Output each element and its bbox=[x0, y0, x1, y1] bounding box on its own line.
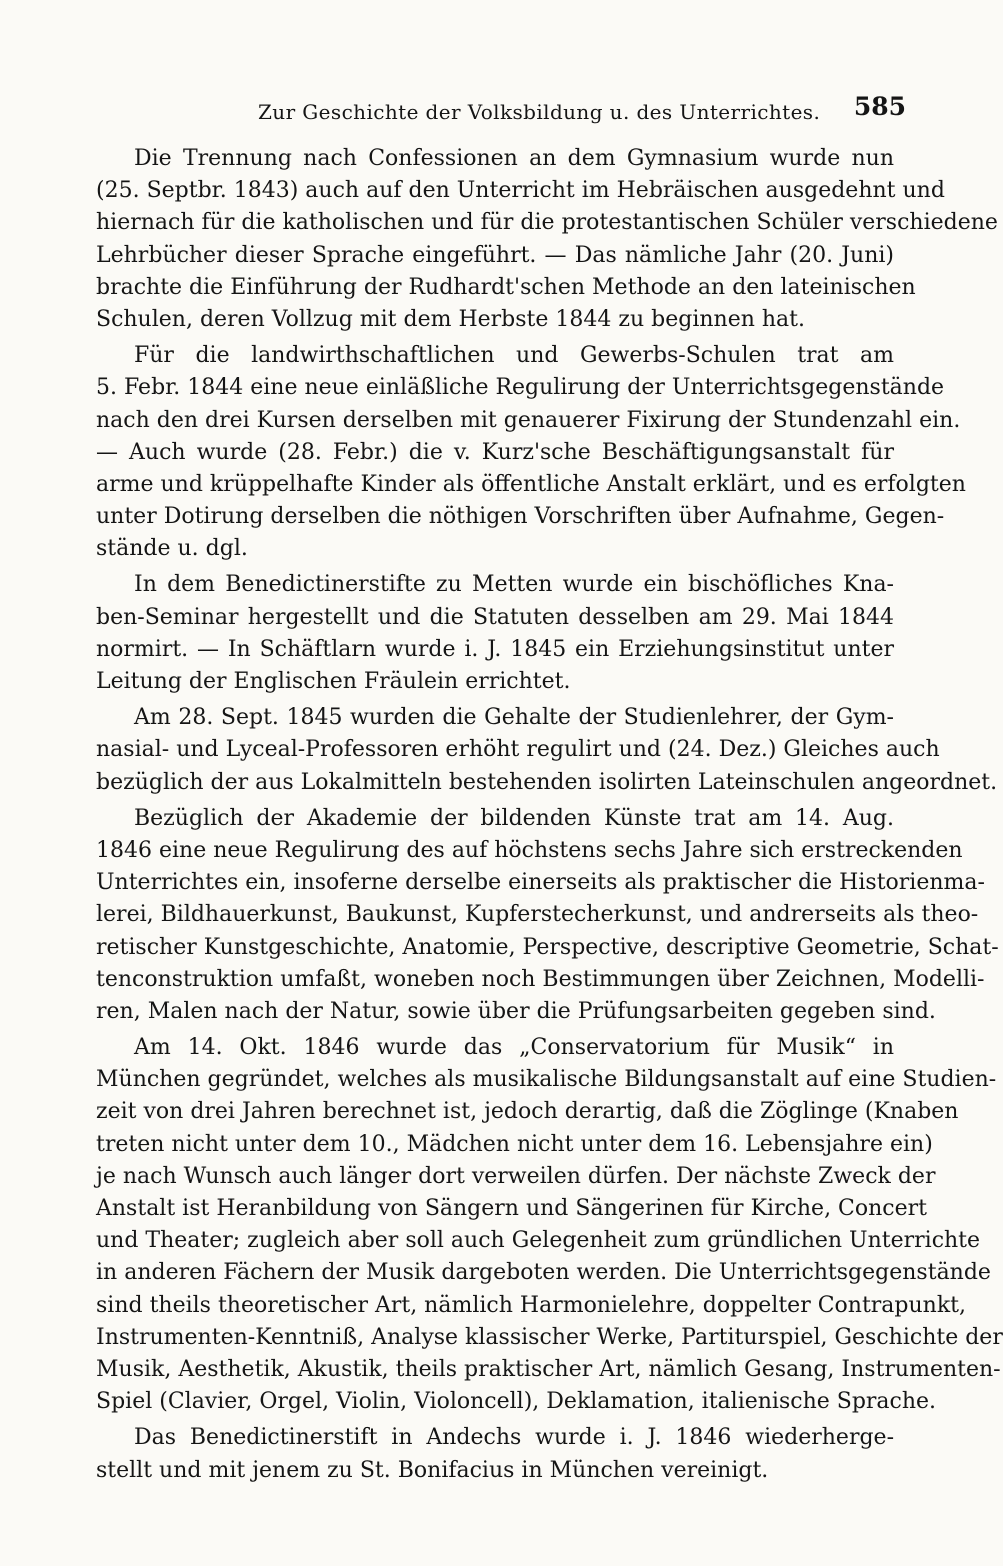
text-line: sind theils theoretischer Art, nämlich Harmonielehre, doppelter Contrapunkt, bbox=[96, 1292, 967, 1318]
text-line: München gegründet, welches als musikalische Bildungsanstalt auf eine Studien- bbox=[96, 1067, 997, 1093]
text-line: Spiel (Clavier, Orgel, Violin, Violoncell), Deklamation, italienische Sprache. bbox=[96, 1389, 937, 1415]
text-line: Instrumenten-Kenntniß, Analyse klassischer Werke, Partiturspiel, Geschichte der bbox=[96, 1324, 1003, 1350]
paragraph-andechs-abbey bbox=[96, 1422, 894, 1486]
paragraph-conservatory bbox=[96, 1032, 1003, 1418]
text-line: Leitung der Englischen Fräulein errichtet. bbox=[96, 669, 571, 694]
text-line: Musik, Aesthetik, Akustik, theils praktischer Art, nämlich Gesang, Instrumenten- bbox=[96, 1356, 1001, 1382]
text-line: und Theater; zugleich aber soll auch Gelegenheit zum gründlichen Unterrichte bbox=[96, 1228, 981, 1254]
text-line: Schulen, deren Vollzug mit dem Herbste 1844 zu beginnen hat. bbox=[96, 306, 805, 332]
text-line: lerei, Bildhauerkunst, Baukunst, Kupferstecherkunst, und andrerseits als theo- bbox=[96, 902, 979, 928]
text-line: 1846 eine neue Regulirung des auf höchstens sechs Jahre sich erstreckenden bbox=[96, 837, 963, 863]
paragraph-metten-seminary bbox=[96, 569, 894, 698]
text-line: nasial- und Lyceal-Professoren erhöht regulirt und (24. Dez.) Gleiches auch bbox=[96, 737, 940, 763]
text-line: arme und krüppelhafte Kinder als öffentliche Anstalt erklärt, und es erfolgten bbox=[96, 471, 966, 497]
page-number: 585 bbox=[853, 92, 906, 121]
text-line: — Auch wurde (28. Febr.) die v. Kurz'sche Beschäftigungsanstalt für bbox=[96, 439, 894, 465]
text-line: normirt. — In Schäftlarn wurde i. J. 1845 ein Erziehungsinstitut unter bbox=[96, 636, 894, 662]
running-head bbox=[96, 92, 906, 132]
running-title: Zur Geschichte der Volksbildung u. des Unterrichtes. bbox=[258, 100, 821, 124]
text-line: zeit von drei Jahren berechnet ist, jedoch derartig, daß die Zöglinge (Knaben bbox=[96, 1099, 959, 1125]
text-line: Die Trennung nach Confessionen an dem Gymnasium wurde nun bbox=[134, 146, 894, 171]
text-line: Am 28. Sept. 1845 wurden die Gehalte der Studienlehrer, der Gym- bbox=[134, 705, 894, 731]
paragraph-agricultural-schools bbox=[96, 340, 966, 565]
text-line: bezüglich der aus Lokalmitteln bestehenden isolirten Lateinschulen angeordnet. bbox=[96, 769, 998, 795]
text-line: Am 14. Okt. 1846 wurde das „Conservatorium für Musik“ in bbox=[134, 1035, 894, 1061]
text-line: Unterrichtes ein, insoferne derselbe einerseits als praktischer die Historienma- bbox=[96, 870, 985, 896]
text-line: ben-Seminar hergestellt und die Statuten desselben am 29. Mai 1844 bbox=[96, 604, 894, 630]
text-line: nach den drei Kursen derselben mit genauerer Fixirung der Stundenzahl ein. bbox=[96, 407, 961, 433]
text-line: ren, Malen nach der Natur, sowie über die Prüfungsarbeiten gegeben sind. bbox=[96, 998, 936, 1024]
text-line: (25. Septbr. 1843) auch auf den Unterricht im Hebräischen ausgedehnt und bbox=[96, 178, 945, 204]
text-line: hiernach für die katholischen und für die protestantischen Schüler verschiedene bbox=[96, 210, 998, 236]
paragraph-teacher-salaries bbox=[96, 702, 998, 799]
paragraph-confessions bbox=[96, 143, 998, 336]
text-column bbox=[96, 143, 1003, 1487]
text-line: Anstalt ist Heranbildung von Sängern und Sängerinen für Kirche, Concert bbox=[96, 1196, 927, 1221]
text-line: unter Dotirung derselben die nöthigen Vorschriften über Aufnahme, Gegen- bbox=[96, 504, 945, 530]
text-line: In dem Benedictinerstifte zu Metten wurde ein bischöfliches Kna- bbox=[134, 572, 894, 598]
text-line: stellt und mit jenem zu St. Bonifacius in München vereinigt. bbox=[96, 1457, 769, 1483]
text-line: Lehrbücher dieser Sprache eingeführt. — Das nämliche Jahr (20. Juni) bbox=[96, 242, 894, 268]
text-line: treten nicht unter dem 10., Mädchen nicht unter dem 16. Lebensjahre ein) bbox=[96, 1131, 933, 1157]
text-line: Das Benedictinerstift in Andechs wurde i. J. 1846 wiederherge- bbox=[134, 1425, 894, 1451]
text-line: Bezüglich der Akademie der bildenden Künste trat am 14. Aug. bbox=[134, 805, 894, 831]
text-line: 5. Febr. 1844 eine neue einläßliche Regulirung der Unterrichtsgegenstände bbox=[96, 375, 945, 401]
text-line: Für die landwirthschaftlichen und Gewerbs-Schulen trat am bbox=[134, 343, 894, 369]
text-line: in anderen Fächern der Musik dargeboten werden. Die Unterrichtsgegenstände bbox=[96, 1260, 991, 1286]
paragraph-academy-of-arts bbox=[96, 803, 999, 1028]
text-line: brachte die Einführung der Rudhardt'schen Methode an den lateinischen bbox=[96, 274, 916, 300]
text-line: retischer Kunstgeschichte, Anatomie, Perspective, descriptive Geometrie, Schat- bbox=[96, 934, 999, 960]
text-line: stände u. dgl. bbox=[96, 536, 248, 562]
text-line: tenconstruktion umfaßt, woneben noch Bestimmungen über Zeichnen, Modelli- bbox=[96, 966, 985, 992]
text-line: je nach Wunsch auch länger dort verweilen dürfen. Der nächste Zweck der bbox=[96, 1163, 936, 1189]
